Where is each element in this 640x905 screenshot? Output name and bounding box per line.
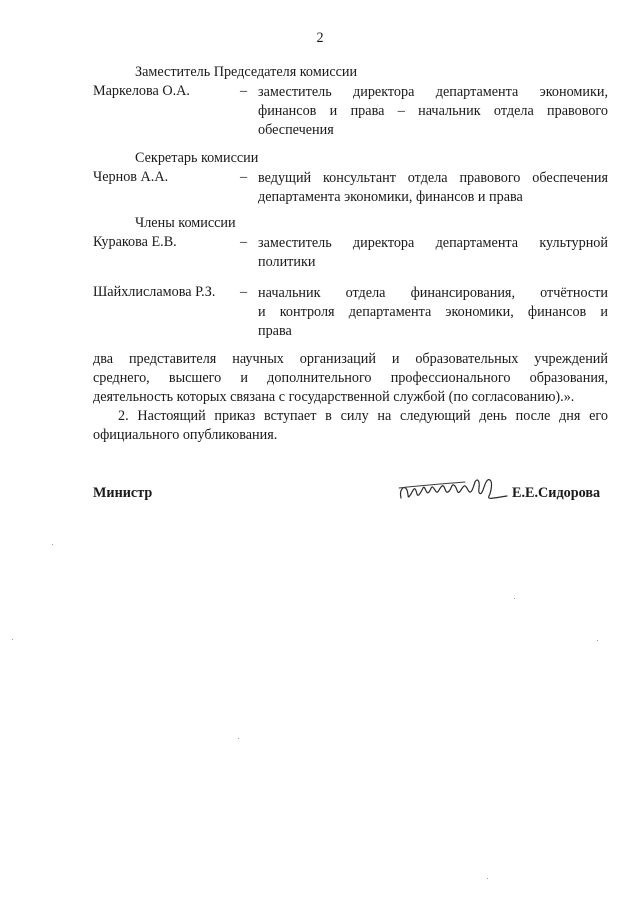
scan-speck	[597, 640, 598, 641]
member-description-line: права	[258, 323, 292, 339]
scan-speck	[487, 878, 488, 879]
member-description-line: и контроля департамента экономики, финансов и	[258, 304, 608, 320]
paragraph-line: два представителя научных организаций и образовательных учреждений	[93, 351, 608, 367]
member-dash: –	[240, 169, 248, 185]
member-description-line: департамента экономики, финансов и права	[258, 189, 523, 205]
position-label: Министр	[93, 485, 153, 501]
member-description	[258, 284, 608, 341]
member-description	[258, 169, 608, 207]
paragraph-representatives	[93, 350, 608, 407]
paragraph-line: официального опубликования.	[93, 427, 278, 443]
member-description-line: ведущий консультант отдела правового обеспечения	[258, 170, 608, 186]
member-name: Чернов А.А.	[93, 169, 169, 185]
paragraph-line: 2. Настоящий приказ вступает в силу на следующий день после дня его	[118, 408, 608, 424]
page-number: 2	[316, 30, 324, 46]
member-description-line: заместитель директора департамента экономики,	[258, 84, 608, 100]
member-dash: –	[240, 83, 248, 99]
member-description-line: начальник отдела финансирования, отчётности	[258, 285, 608, 301]
member-description-line: заместитель директора департамента культурной	[258, 235, 608, 251]
handwritten-signature	[395, 470, 510, 510]
paragraph-line: деятельность которых связана с государственной службой (по согласованию).».	[93, 389, 575, 405]
scan-speck	[52, 544, 53, 545]
member-name: Маркелова О.А.	[93, 83, 190, 99]
section-heading-members: Члены комиссии	[135, 215, 236, 231]
member-dash: –	[240, 234, 248, 250]
section-heading-deputy-chair: Заместитель Председателя комиссии	[135, 64, 358, 80]
paragraph-effective-date	[93, 407, 608, 445]
member-dash: –	[240, 284, 248, 300]
member-name: Шайхлисламова Р.З.	[93, 284, 216, 300]
member-description-line: финансов и права – начальник отдела правового	[258, 103, 608, 119]
scan-speck	[238, 738, 239, 739]
section-heading-secretary: Секретарь комиссии	[135, 150, 259, 166]
paragraph-line: среднего, высшего и дополнительного профессионального образования,	[93, 370, 608, 386]
signer-name: Е.Е.Сидорова	[512, 485, 601, 501]
member-description	[258, 83, 608, 140]
member-description-line: политики	[258, 254, 316, 270]
member-description	[258, 234, 608, 272]
scan-speck	[514, 598, 515, 599]
member-description-line: обеспечения	[258, 122, 334, 138]
scan-speck	[12, 639, 13, 640]
member-name: Куракова Е.В.	[93, 234, 177, 250]
